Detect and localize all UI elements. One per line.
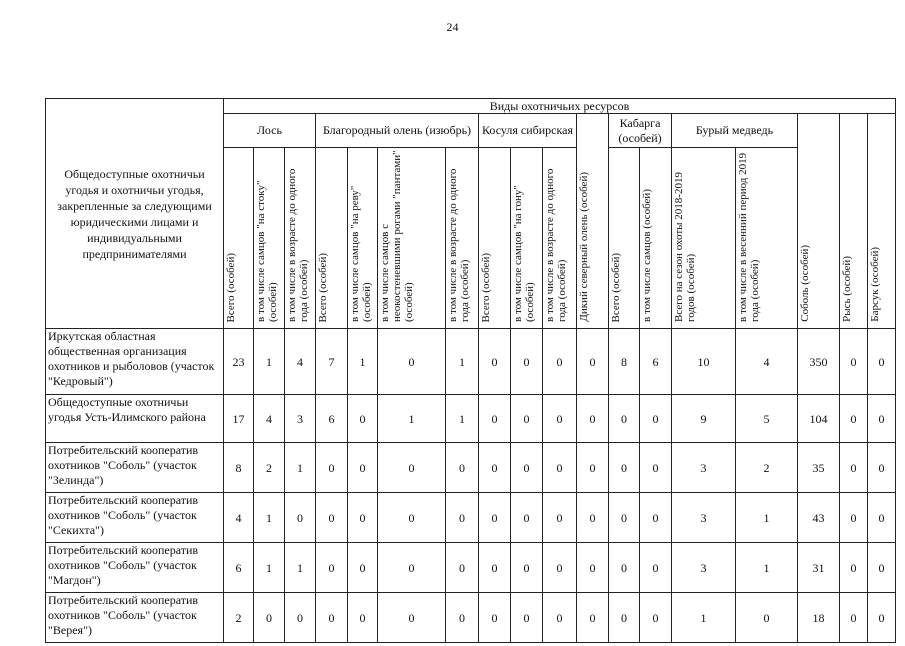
col-roe-bulls: в том числе самцов "на гону" (особей) [511,148,543,329]
table-row [46,493,896,543]
cell-value: 0 [348,493,378,543]
cell-value: 6 [640,329,672,395]
cell-value: 0 [840,593,868,643]
cell-value: 0 [543,593,577,643]
cell-value: 0 [348,543,378,593]
cell-value: 1 [285,543,316,593]
cell-value: 0 [868,329,896,395]
cell-value: 1 [672,593,736,643]
cell-value: 1 [446,329,479,395]
cell-value: 10 [672,329,736,395]
cell-value: 2 [224,593,254,643]
row-name: Потребительский кооператив охотников "Соболь" (участок "Секихта") [46,493,224,543]
col-moose-total: Всего (особей) [224,148,254,329]
cell-value: 0 [446,443,479,493]
cell-value: 1 [254,329,285,395]
cell-value: 3 [672,493,736,543]
table-row [46,593,896,643]
cell-value: 0 [446,493,479,543]
table-row [46,395,896,443]
cell-value: 0 [543,443,577,493]
cell-value: 2 [254,443,285,493]
col-sable: Соболь (особей) [798,114,840,329]
col-roe-total: Всего (особей) [479,148,511,329]
top-header: Виды охотничьих ресурсов [224,99,896,114]
cell-value: 0 [479,543,511,593]
cell-value: 35 [798,443,840,493]
hunting-resources-table [45,98,896,643]
col-deer-total: Всего (особей) [316,148,348,329]
cell-value: 1 [348,329,378,395]
cell-value: 0 [577,329,609,395]
cell-value: 1 [446,395,479,443]
cell-value: 0 [378,493,446,543]
cell-value: 0 [316,593,348,643]
cell-value: 0 [479,329,511,395]
group-moose: Лось [224,114,316,148]
cell-value: 0 [640,543,672,593]
col-badger: Барсук (особей) [868,114,896,329]
cell-value: 0 [316,493,348,543]
cell-value: 0 [609,395,640,443]
col-bear-spring: в том числе в весенний период 2019 года (особей) [736,148,798,329]
col-musk-total: Всего (особей) [609,148,640,329]
col-lynx: Рысь (особей) [840,114,868,329]
row-name: Общедоступные охотничьи угодья Усть-Илимского района [46,395,224,443]
cell-value: 104 [798,395,840,443]
cell-value: 0 [577,443,609,493]
cell-value: 0 [736,593,798,643]
cell-value: 0 [479,395,511,443]
cell-value: 0 [511,543,543,593]
table-row [46,443,896,493]
cell-value: 0 [840,329,868,395]
cell-value: 8 [609,329,640,395]
cell-value: 1 [736,493,798,543]
cell-value: 0 [577,395,609,443]
cell-value: 0 [840,443,868,493]
cell-value: 3 [672,543,736,593]
cell-value: 0 [868,395,896,443]
cell-value: 0 [378,593,446,643]
group-red-deer: Благородный олень (изюбрь) [316,114,479,148]
row-name: Потребительский кооператив охотников "Соболь" (участок "Зелинда") [46,443,224,493]
cell-value: 17 [224,395,254,443]
cell-value: 4 [254,395,285,443]
cell-value: 0 [316,543,348,593]
cell-value: 0 [378,543,446,593]
cell-value: 4 [285,329,316,395]
group-bear: Бурый медведь [672,114,798,148]
cell-value: 8 [224,443,254,493]
cell-value: 43 [798,493,840,543]
cell-value: 0 [511,593,543,643]
col-moose-bulls: в том числе самцов "на стоку" (особей) [254,148,285,329]
col-musk-males: в том числе самцов (особей) [640,148,672,329]
cell-value: 6 [224,543,254,593]
col-deer-young: в том числе в возрасте до одного года (особей) [446,148,479,329]
cell-value: 0 [840,493,868,543]
cell-value: 1 [736,543,798,593]
cell-value: 0 [479,593,511,643]
cell-value: 0 [378,443,446,493]
cell-value: 9 [672,395,736,443]
col-bear-season: Всего на сезон охоты 2018-2019 годов (особей) [672,148,736,329]
cell-value: 18 [798,593,840,643]
cell-value: 0 [868,493,896,543]
cell-value: 3 [672,443,736,493]
cell-value: 0 [254,593,285,643]
cell-value: 0 [348,395,378,443]
cell-value: 0 [511,443,543,493]
cell-value: 0 [543,543,577,593]
group-roe-deer: Косуля сибирская [479,114,577,148]
cell-value: 23 [224,329,254,395]
cell-value: 0 [609,543,640,593]
row-name: Потребительский кооператив охотников "Соболь" (участок "Магдон") [46,543,224,593]
cell-value: 0 [609,443,640,493]
cell-value: 0 [446,593,479,643]
cell-value: 1 [254,493,285,543]
col-reindeer: Дикий северный олень (особей) [577,114,609,329]
cell-value: 350 [798,329,840,395]
cell-value: 0 [378,329,446,395]
cell-value: 0 [543,493,577,543]
row-name: Потребительский кооператив охотников "Соболь" (участок "Верея") [46,593,224,643]
cell-value: 0 [577,543,609,593]
cell-value: 3 [285,395,316,443]
cell-value: 0 [543,395,577,443]
cell-value: 0 [640,395,672,443]
left-header: Общедоступные охотничьи угодья и охотничьи угодья, закрепленные за следующими юридическими лицами и индивидуальными предпринимателями [46,99,224,329]
col-moose-young: в том числе в возрасте до одного года (особей) [285,148,316,329]
cell-value: 1 [285,443,316,493]
cell-value: 0 [479,493,511,543]
cell-value: 1 [254,543,285,593]
cell-value: 0 [868,543,896,593]
cell-value: 0 [316,443,348,493]
cell-value: 0 [285,493,316,543]
cell-value: 0 [446,543,479,593]
cell-value: 0 [577,493,609,543]
cell-value: 31 [798,543,840,593]
cell-value: 0 [348,593,378,643]
cell-value: 0 [609,493,640,543]
table-row [46,543,896,593]
cell-value: 0 [640,443,672,493]
cell-value: 0 [840,395,868,443]
cell-value: 4 [224,493,254,543]
cell-value: 2 [736,443,798,493]
cell-value: 0 [511,493,543,543]
group-musk-deer: Кабарга (особей) [609,114,672,148]
cell-value: 0 [577,593,609,643]
cell-value: 0 [640,493,672,543]
cell-value: 0 [868,443,896,493]
cell-value: 0 [543,329,577,395]
cell-value: 0 [285,593,316,643]
cell-value: 0 [868,593,896,643]
cell-value: 1 [378,395,446,443]
cell-value: 0 [511,395,543,443]
cell-value: 0 [479,443,511,493]
cell-value: 7 [316,329,348,395]
col-deer-antlers: в том числе самцов с неокостеневшими рогами "пантами" (особей) [378,148,446,329]
col-roe-young: в том числе в возрасте до одного года (особей) [543,148,577,329]
cell-value: 0 [609,593,640,643]
cell-value: 0 [840,543,868,593]
col-deer-bulls: в том числе самцов "на реву" (особей) [348,148,378,329]
cell-value: 6 [316,395,348,443]
row-name: Иркутская областная общественная организация охотников и рыболовов (участок "Кедровый") [46,329,224,395]
cell-value: 0 [348,443,378,493]
table-body [46,329,896,643]
cell-value: 4 [736,329,798,395]
cell-value: 0 [511,329,543,395]
table-row [46,329,896,395]
cell-value: 5 [736,395,798,443]
page-number: 24 [446,20,459,34]
cell-value: 0 [640,593,672,643]
